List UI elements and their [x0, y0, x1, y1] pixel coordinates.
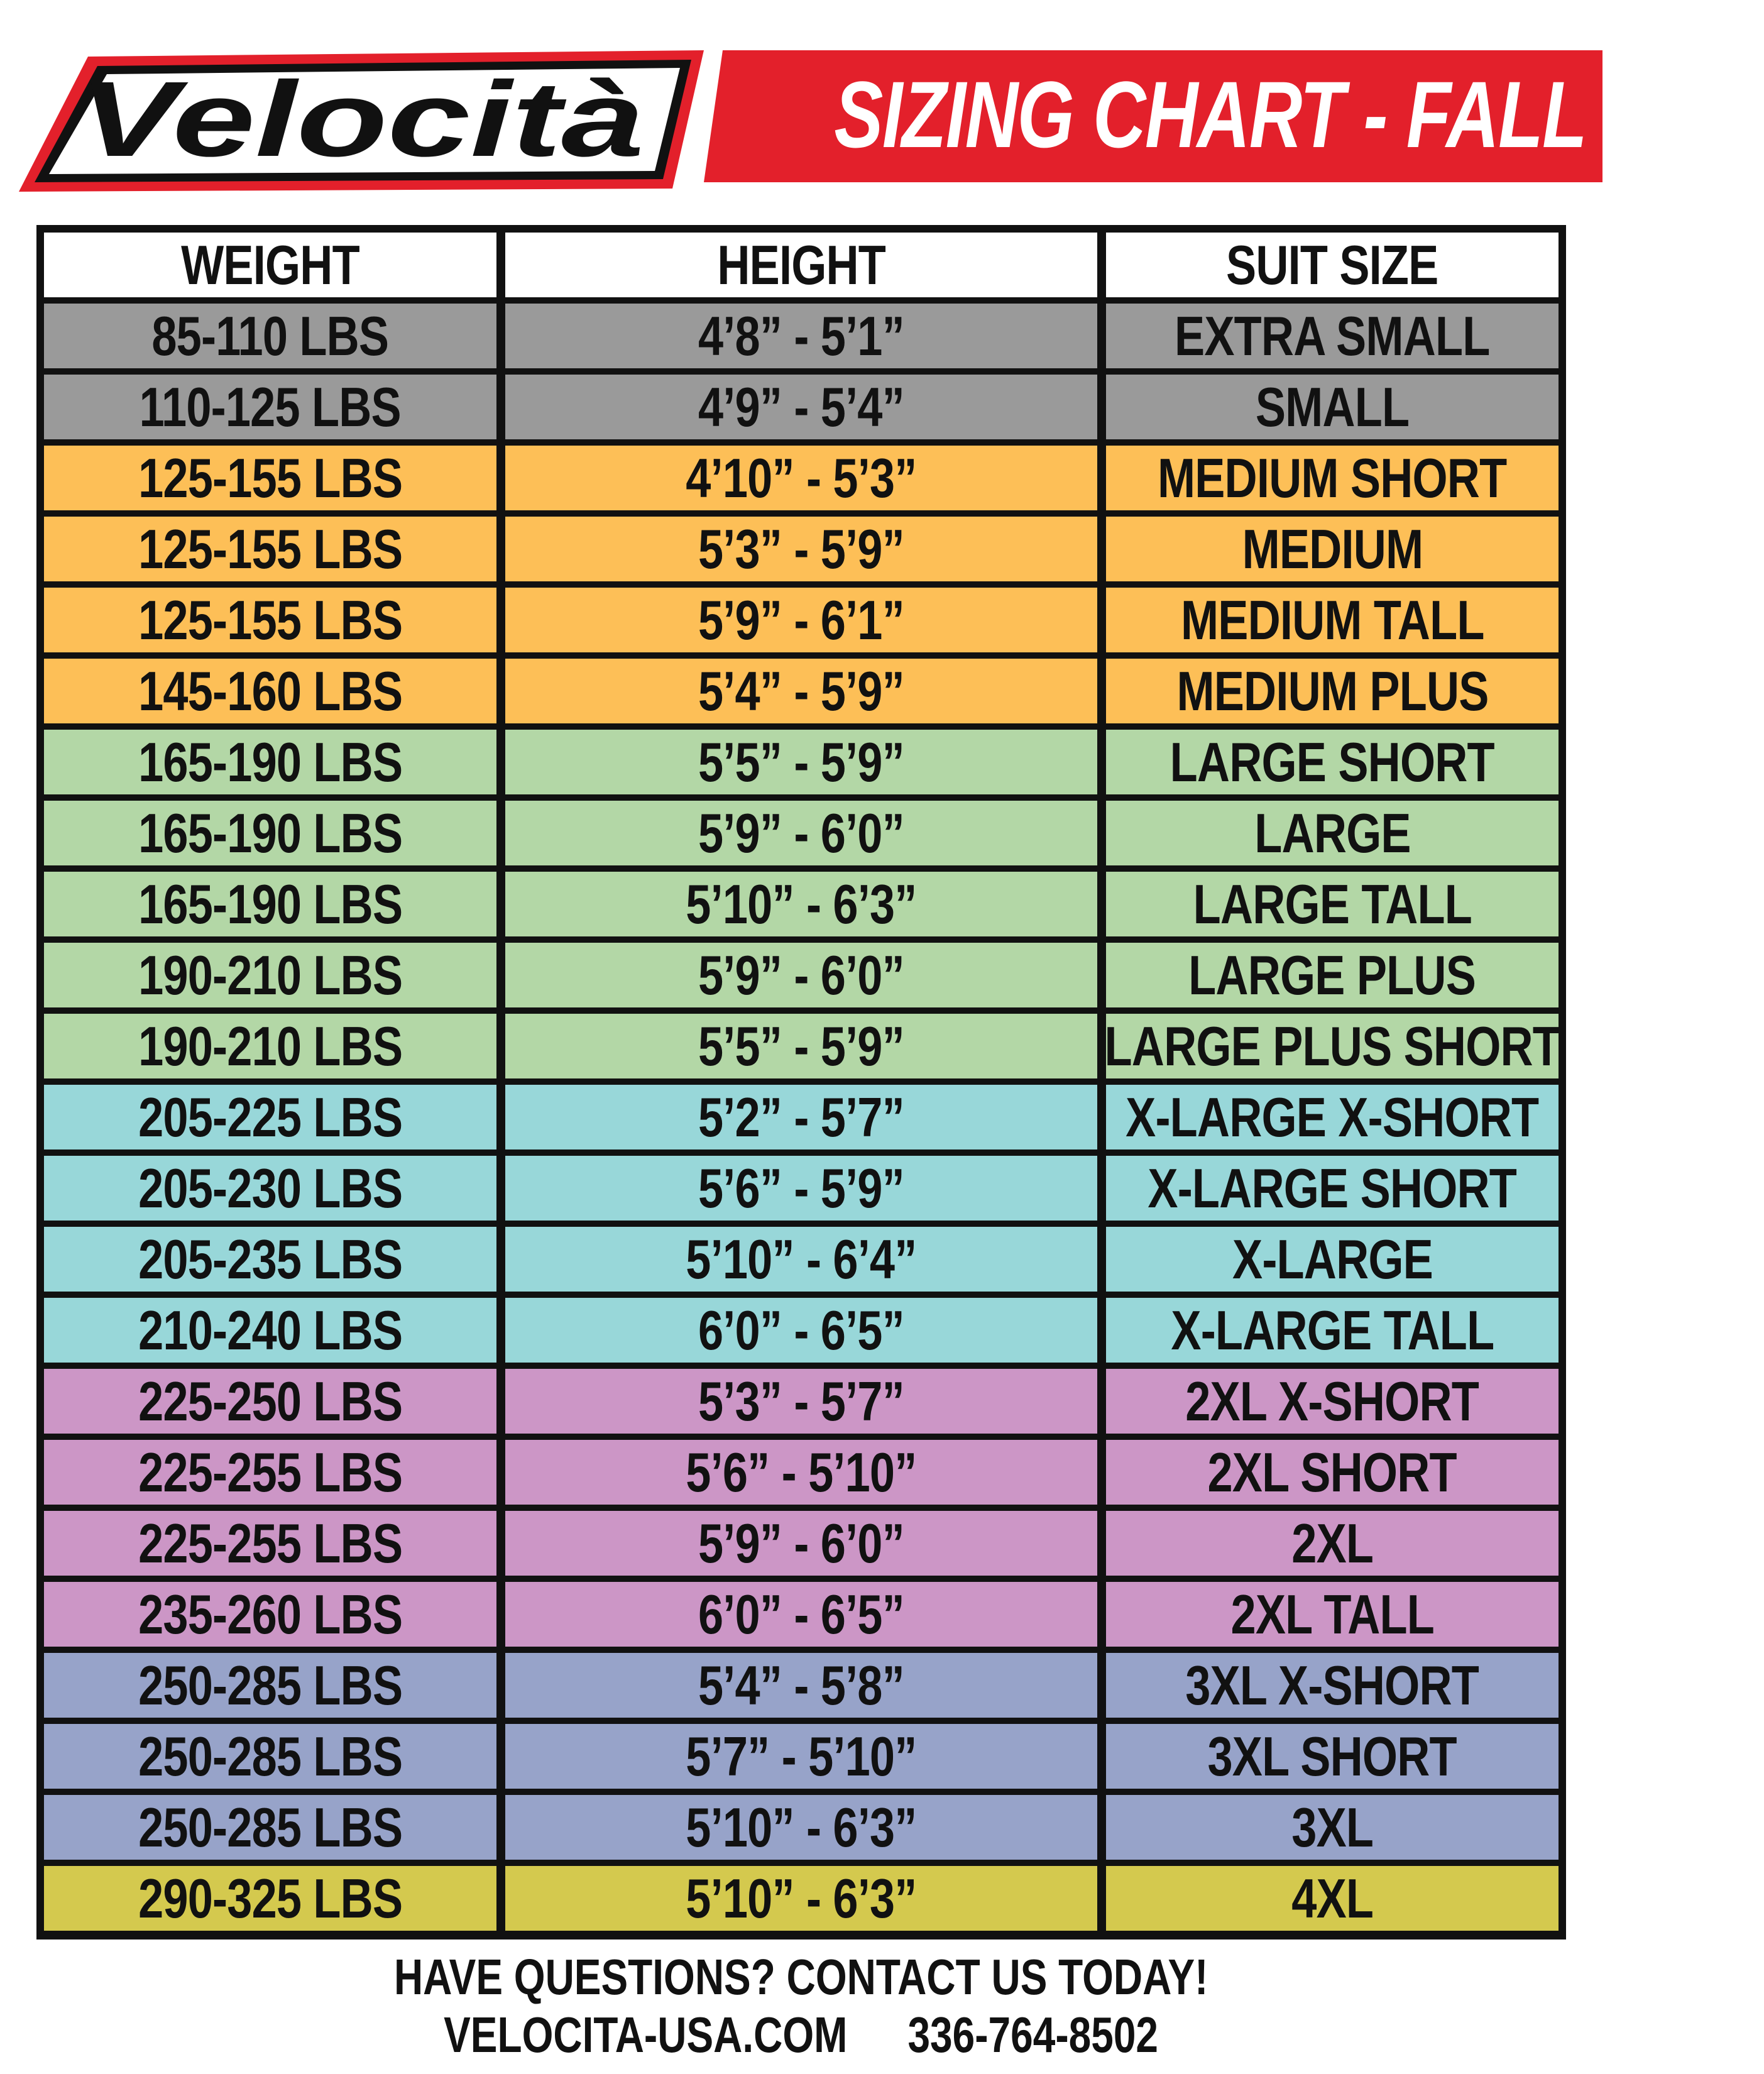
- contact-prompt: HAVE QUESTIONS? CONTACT US TODAY!: [394, 1949, 1208, 2005]
- suit-size-cell: EXTRA SMALL: [1106, 304, 1559, 368]
- weight-cell: 190-210 LBS: [44, 943, 496, 1007]
- suit-size-cell: LARGE: [1106, 801, 1559, 865]
- height-cell: 4’9” - 5’4”: [505, 375, 1097, 439]
- weight-cell: 235-260 LBS: [44, 1582, 496, 1647]
- suit-size-cell: SUIT SIZE: [1106, 233, 1559, 297]
- suit-size-cell: X-LARGE: [1106, 1227, 1559, 1292]
- weight-cell: 110-125 LBS: [44, 375, 496, 439]
- phone-number[interactable]: 336-764-8502: [907, 2007, 1159, 2063]
- height-cell: 5’5” - 5’9”: [505, 1014, 1097, 1078]
- height-cell: 5’6” - 5’10”: [505, 1440, 1097, 1505]
- height-cell: 6’0” - 6’5”: [505, 1582, 1097, 1647]
- height-cell: 5’10” - 6’4”: [505, 1227, 1097, 1292]
- height-cell: 5’5” - 5’9”: [505, 730, 1097, 794]
- logo-wordmark: Velocità: [79, 60, 644, 179]
- height-cell: 5’9” - 6’0”: [505, 801, 1097, 865]
- table-row: [44, 1582, 1559, 1647]
- weight-cell: 225-255 LBS: [44, 1511, 496, 1576]
- velocita-logo: [19, 44, 704, 195]
- weight-cell: 205-230 LBS: [44, 1156, 496, 1221]
- suit-size-cell: 3XL X-SHORT: [1106, 1653, 1559, 1718]
- suit-size-cell: LARGE SHORT: [1106, 730, 1559, 794]
- height-cell: 5’9” - 6’0”: [505, 1511, 1097, 1576]
- height-cell: 5’9” - 6’0”: [505, 943, 1097, 1007]
- table-row: [44, 1156, 1559, 1221]
- weight-cell: 165-190 LBS: [44, 730, 496, 794]
- table-row: [44, 1511, 1559, 1576]
- weight-cell: 290-325 LBS: [44, 1866, 496, 1931]
- table-row: [44, 1724, 1559, 1789]
- suit-size-cell: MEDIUM: [1106, 517, 1559, 581]
- height-cell: 5’3” - 5’7”: [505, 1369, 1097, 1434]
- website-link[interactable]: VELOCITA-USA.COM: [444, 2007, 848, 2063]
- weight-cell: 190-210 LBS: [44, 1014, 496, 1078]
- suit-size-cell: LARGE PLUS SHORT: [1106, 1014, 1559, 1078]
- height-cell: 4’8” - 5’1”: [505, 304, 1097, 368]
- suit-size-cell: 3XL SHORT: [1106, 1724, 1559, 1789]
- weight-cell: 125-155 LBS: [44, 588, 496, 652]
- weight-cell: 250-285 LBS: [44, 1795, 496, 1860]
- suit-size-cell: LARGE PLUS: [1106, 943, 1559, 1007]
- weight-cell: 205-235 LBS: [44, 1227, 496, 1292]
- weight-cell: 165-190 LBS: [44, 801, 496, 865]
- page-header: [0, 0, 1764, 201]
- table-row: [44, 801, 1559, 865]
- weight-cell: 250-285 LBS: [44, 1653, 496, 1718]
- table-row: [44, 1298, 1559, 1363]
- height-cell: 5’10” - 6’3”: [505, 1866, 1097, 1931]
- height-cell: 5’7” - 5’10”: [505, 1724, 1097, 1789]
- page-title: SIZING CHART - FALL 2025: [834, 62, 1764, 167]
- suit-size-cell: MEDIUM SHORT: [1106, 446, 1559, 510]
- weight-cell: 125-155 LBS: [44, 446, 496, 510]
- suit-size-cell: 4XL: [1106, 1866, 1559, 1931]
- height-cell: 5’6” - 5’9”: [505, 1156, 1097, 1221]
- suit-size-cell: X-LARGE X-SHORT: [1106, 1085, 1559, 1149]
- table-row: [44, 730, 1559, 794]
- suit-size-cell: MEDIUM PLUS: [1106, 659, 1559, 723]
- suit-size-cell: 3XL: [1106, 1795, 1559, 1860]
- suit-size-cell: 2XL: [1106, 1511, 1559, 1576]
- table-row: [44, 1866, 1559, 1931]
- table-row: [44, 304, 1559, 368]
- table-row: [44, 517, 1559, 581]
- table-header-row: [44, 233, 1559, 297]
- height-cell: 5’10” - 6’3”: [505, 1795, 1097, 1860]
- table-row: [44, 1440, 1559, 1505]
- weight-cell: 165-190 LBS: [44, 872, 496, 936]
- height-cell: HEIGHT: [505, 233, 1097, 297]
- weight-cell: 205-225 LBS: [44, 1085, 496, 1149]
- suit-size-cell: 2XL SHORT: [1106, 1440, 1559, 1505]
- suit-size-cell: 2XL TALL: [1106, 1582, 1559, 1647]
- table-row: [44, 588, 1559, 652]
- height-cell: 4’10” - 5’3”: [505, 446, 1097, 510]
- weight-cell: 145-160 LBS: [44, 659, 496, 723]
- weight-cell: 225-250 LBS: [44, 1369, 496, 1434]
- weight-cell: 210-240 LBS: [44, 1298, 496, 1363]
- table-row: [44, 1369, 1559, 1434]
- height-cell: 5’10” - 6’3”: [505, 872, 1097, 936]
- contact-info: [0, 2005, 1602, 2065]
- height-cell: 5’2” - 5’7”: [505, 1085, 1097, 1149]
- suit-size-cell: SMALL: [1106, 375, 1559, 439]
- weight-cell: 250-285 LBS: [44, 1724, 496, 1789]
- suit-size-cell: X-LARGE SHORT: [1106, 1156, 1559, 1221]
- table-row: [44, 872, 1559, 936]
- suit-size-cell: MEDIUM TALL: [1106, 588, 1559, 652]
- height-cell: 5’4” - 5’9”: [505, 659, 1097, 723]
- weight-cell: 225-255 LBS: [44, 1440, 496, 1505]
- sizing-table: [36, 225, 1566, 1940]
- height-cell: 5’3” - 5’9”: [505, 517, 1097, 581]
- table-row: [44, 375, 1559, 439]
- table-row: [44, 659, 1559, 723]
- table-row: [44, 446, 1559, 510]
- height-cell: 5’4” - 5’8”: [505, 1653, 1097, 1718]
- height-cell: 5’9” - 6’1”: [505, 588, 1097, 652]
- table-row: [44, 1227, 1559, 1292]
- table-row: [44, 1795, 1559, 1860]
- weight-cell: 85-110 LBS: [44, 304, 496, 368]
- suit-size-cell: LARGE TALL: [1106, 872, 1559, 936]
- suit-size-cell: 2XL X-SHORT: [1106, 1369, 1559, 1434]
- table-row: [44, 1085, 1559, 1149]
- suit-size-cell: X-LARGE TALL: [1106, 1298, 1559, 1363]
- table-row: [44, 1653, 1559, 1718]
- table-row: [44, 943, 1559, 1007]
- weight-cell: WEIGHT: [44, 233, 496, 297]
- weight-cell: 125-155 LBS: [44, 517, 496, 581]
- table-row: [44, 1014, 1559, 1078]
- height-cell: 6’0” - 6’5”: [505, 1298, 1097, 1363]
